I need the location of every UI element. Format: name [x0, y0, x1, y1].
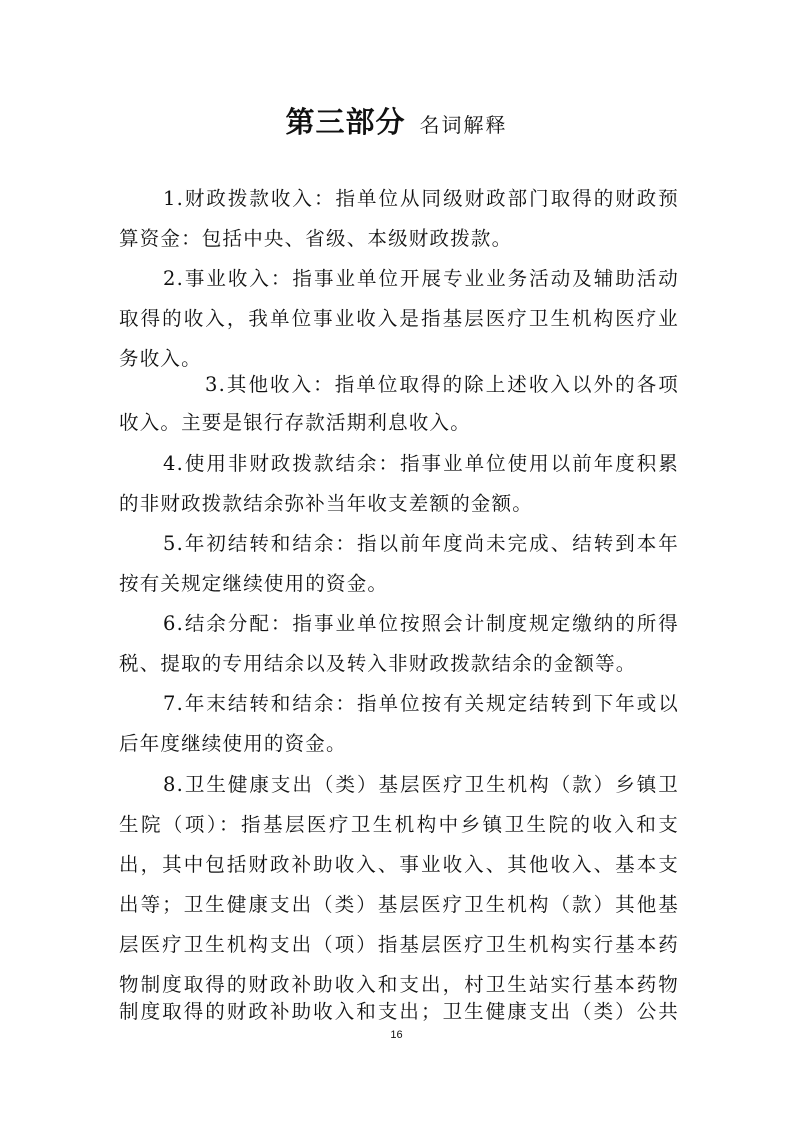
paragraph-8-line-6: 物制度取得的财政补助收入和支出，村卫生站实行基本药物 — [119, 973, 679, 996]
paragraph-6-line-2: 税、提取的专用结余以及转入非财政拨款结余的金额等。 — [119, 652, 637, 675]
paragraph-8-line-2: 生院（项）：指基层医疗卫生机构中乡镇卫生院的收入和支 — [119, 813, 679, 836]
paragraph-2-line-3: 务收入。 — [119, 347, 202, 370]
paragraph-4-line-1: 4.使用非财政拨款结余：指事业单位使用以前年度积累 — [163, 452, 679, 475]
paragraph-3-line-1: 3.其他收入：指单位取得的除上述收入以外的各项 — [205, 373, 679, 396]
paragraph-8-line-5: 层医疗卫生机构支出（项）指基层医疗卫生机构实行基本药 — [119, 933, 679, 956]
section-title: 第三部分 — [285, 105, 406, 139]
paragraph-8-line-1: 8.卫生健康支出（类）基层医疗卫生机构（款）乡镇卫 — [163, 773, 679, 796]
paragraph-3-line-2: 收入。主要是银行存款活期利息收入。 — [119, 411, 471, 434]
paragraph-8-line-3: 出，其中包括财政补助收入、事业收入、其他收入、基本支 — [119, 853, 679, 876]
section-subtitle: 名词解释 — [419, 113, 508, 137]
paragraph-6-line-1: 6.结余分配：指事业单位按照会计制度规定缴纳的所得 — [163, 612, 679, 635]
paragraph-7-line-2: 后年度继续使用的资金。 — [119, 732, 347, 755]
paragraph-8-line-4: 出等；卫生健康支出（类）基层医疗卫生机构（款）其他基 — [119, 893, 679, 916]
paragraph-8-line-7: 制度取得的财政补助收入和支出；卫生健康支出（类）公共 — [119, 1000, 679, 1023]
paragraph-2-line-1: 2.事业收入：指事业单位开展专业业务活动及辅助活动 — [163, 267, 679, 290]
page-number: 16 — [390, 1029, 403, 1041]
paragraph-7-line-1: 7.年末结转和结余：指单位按有关规定结转到下年或以 — [163, 692, 679, 715]
paragraph-1-line-1: 1.财政拨款收入：指单位从同级财政部门取得的财政预 — [163, 187, 679, 210]
paragraph-5-line-1: 5.年初结转和结余：指以前年度尚未完成、结转到本年 — [163, 532, 679, 555]
paragraph-4-line-2: 的非财政拨款结余弥补当年收支差额的金额。 — [119, 492, 534, 515]
paragraph-1-line-2: 算资金：包括中央、省级、本级财政拨款。 — [119, 227, 513, 250]
paragraph-2-line-2: 取得的收入，我单位事业收入是指基层医疗卫生机构医疗业 — [119, 307, 679, 330]
paragraph-5-line-2: 按有关规定继续使用的资金。 — [119, 572, 389, 595]
page-heading — [0, 100, 793, 141]
